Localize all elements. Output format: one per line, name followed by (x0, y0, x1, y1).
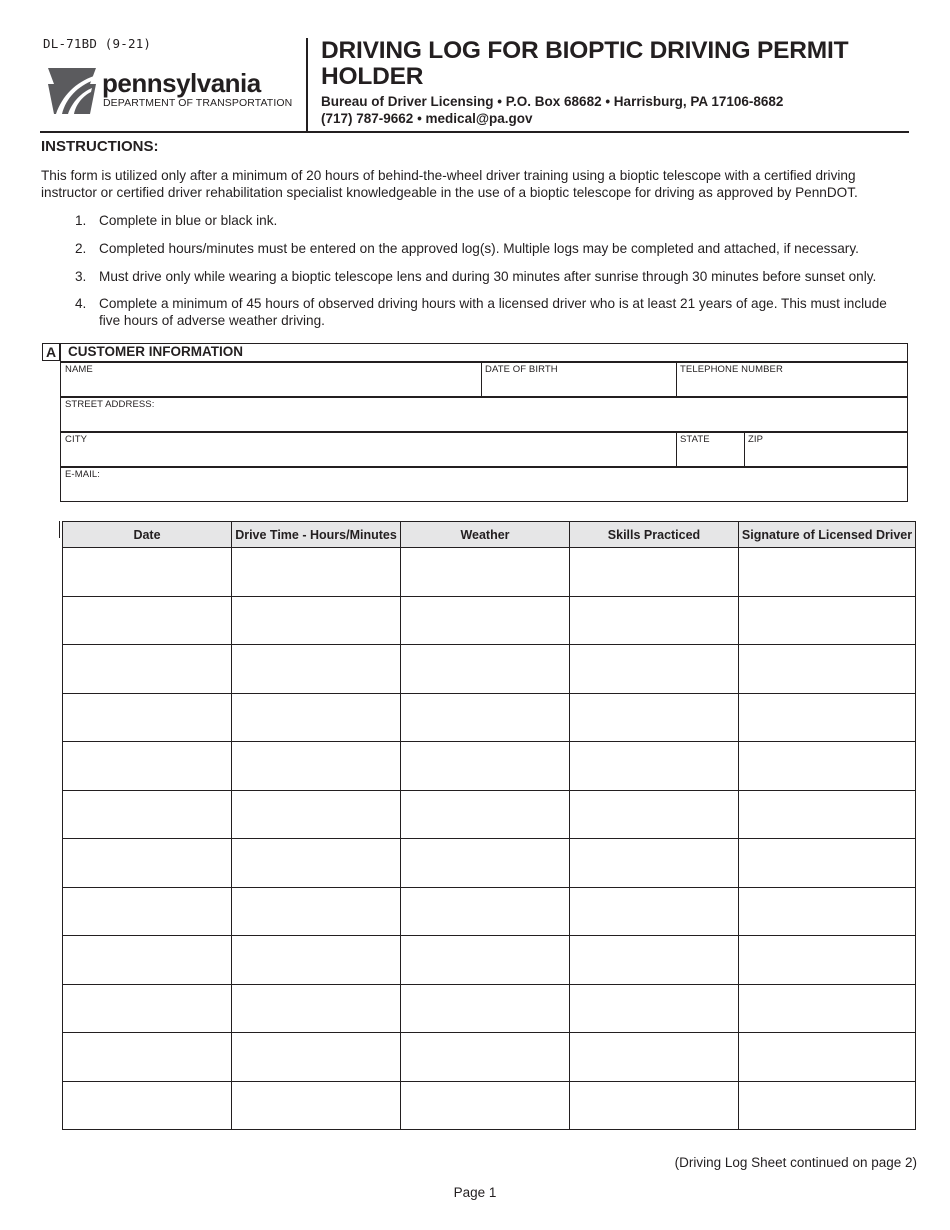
instruction-text: Complete in blue or black ink. (99, 213, 278, 228)
instruction-text: Complete a minimum of 45 hours of observed driving hours with a licensed driver who is at least 21 years of age. This must include five hours of adverse weather driving. (99, 296, 887, 328)
skills-cell[interactable] (570, 839, 739, 888)
state-field[interactable] (677, 432, 744, 466)
weather-cell[interactable] (401, 936, 570, 985)
table-row (63, 790, 916, 839)
state-label: STATE (680, 434, 710, 445)
table-row (63, 596, 916, 645)
header-rule (40, 131, 909, 133)
zip-field[interactable] (745, 432, 907, 466)
drive-time-cell[interactable] (232, 1081, 401, 1130)
date-cell[interactable] (63, 839, 232, 888)
signature-cell[interactable] (739, 1033, 916, 1082)
table-row (63, 1081, 916, 1130)
signature-cell[interactable] (739, 839, 916, 888)
table-row (63, 936, 916, 985)
signature-cell[interactable] (739, 887, 916, 936)
section-a-letter: A (42, 343, 60, 361)
drive-time-cell[interactable] (232, 742, 401, 791)
street-address-label: STREET ADDRESS: (65, 399, 155, 410)
column-header-date: Date (63, 522, 232, 548)
instruction-number: 3. (75, 269, 87, 284)
name-field[interactable] (62, 362, 481, 396)
skills-cell[interactable] (570, 790, 739, 839)
table-row (63, 693, 916, 742)
drive-time-cell[interactable] (232, 984, 401, 1033)
weather-cell[interactable] (401, 1081, 570, 1130)
date-cell[interactable] (63, 596, 232, 645)
logo-wordmark: pennsylvania (102, 68, 261, 98)
instruction-number: 1. (75, 213, 87, 228)
signature-cell[interactable] (739, 742, 916, 791)
table-row (63, 839, 916, 888)
date-cell[interactable] (63, 984, 232, 1033)
instruction-text: Must drive only while wearing a bioptic telescope lens and during 30 minutes after sunrise through 30 minutes before sunset only. (99, 269, 877, 284)
column-header-skills: Skills Practiced (570, 522, 739, 548)
weather-cell[interactable] (401, 984, 570, 1033)
continued-note: (Driving Log Sheet continued on page 2) (674, 1155, 917, 1170)
skills-cell[interactable] (570, 742, 739, 791)
drive-time-cell[interactable] (232, 790, 401, 839)
date-cell[interactable] (63, 742, 232, 791)
drive-time-cell[interactable] (232, 936, 401, 985)
skills-cell[interactable] (570, 693, 739, 742)
weather-cell[interactable] (401, 693, 570, 742)
signature-cell[interactable] (739, 984, 916, 1033)
signature-cell[interactable] (739, 645, 916, 694)
logo-subtitle: DEPARTMENT OF TRANSPORTATION (103, 97, 293, 109)
signature-cell[interactable] (739, 693, 916, 742)
date-cell[interactable] (63, 936, 232, 985)
email-label: E-MAIL: (65, 469, 101, 480)
date-cell[interactable] (63, 790, 232, 839)
instruction-text: Completed hours/minutes must be entered on the approved log(s). Multiple logs may be completed and attached, if necessary. (99, 241, 859, 256)
date-cell[interactable] (63, 548, 232, 597)
drive-time-cell[interactable] (232, 596, 401, 645)
zip-label: ZIP (748, 434, 764, 445)
weather-cell[interactable] (401, 887, 570, 936)
skills-cell[interactable] (570, 936, 739, 985)
signature-cell[interactable] (739, 936, 916, 985)
instructions-heading: INSTRUCTIONS: (41, 138, 159, 155)
column-header-drive-time: Drive Time - Hours/Minutes (232, 522, 401, 548)
street-address-field[interactable] (62, 397, 907, 431)
signature-cell[interactable] (739, 596, 916, 645)
instruction-number: 4. (75, 296, 87, 311)
date-cell[interactable] (63, 693, 232, 742)
table-row (63, 887, 916, 936)
date-cell[interactable] (63, 1033, 232, 1082)
header-divider (306, 38, 308, 131)
email-field[interactable] (62, 467, 907, 501)
weather-cell[interactable] (401, 548, 570, 597)
drive-time-cell[interactable] (232, 693, 401, 742)
customer-info-title: CUSTOMER INFORMATION (68, 344, 243, 359)
table-row (63, 548, 916, 597)
instructions-intro: This form is utilized only after a minimum of 20 hours of behind-the-wheel driver training using a bioptic telescope with a certified driving instructor or certified driver rehabilitation specialist knowledgeable in the use of a bioptic telescope for driving as approved by PennDOT. (41, 168, 858, 200)
weather-cell[interactable] (401, 790, 570, 839)
telephone-label: TELEPHONE NUMBER (680, 364, 783, 375)
weather-cell[interactable] (401, 839, 570, 888)
skills-cell[interactable] (570, 887, 739, 936)
page-number: Page 1 (453, 1185, 497, 1200)
signature-cell[interactable] (739, 548, 916, 597)
signature-cell[interactable] (739, 790, 916, 839)
table-header-row (63, 522, 916, 548)
name-label: NAME (65, 364, 93, 375)
date-cell[interactable] (63, 645, 232, 694)
signature-cell[interactable] (739, 1081, 916, 1130)
weather-cell[interactable] (401, 645, 570, 694)
drive-time-cell[interactable] (232, 887, 401, 936)
drive-time-cell[interactable] (232, 645, 401, 694)
table-row (63, 984, 916, 1033)
skills-cell[interactable] (570, 645, 739, 694)
skills-cell[interactable] (570, 1081, 739, 1130)
table-row (63, 645, 916, 694)
date-cell[interactable] (63, 887, 232, 936)
weather-cell[interactable] (401, 742, 570, 791)
skills-cell[interactable] (570, 1033, 739, 1082)
skills-cell[interactable] (570, 596, 739, 645)
instruction-number: 2. (75, 241, 87, 256)
telephone-field[interactable] (677, 362, 907, 396)
column-header-weather: Weather (401, 522, 570, 548)
form-number: DL-71BD (9-21) (43, 36, 152, 51)
drive-time-cell[interactable] (232, 839, 401, 888)
date-of-birth-label: DATE OF BIRTH (485, 364, 558, 375)
weather-cell[interactable] (401, 1033, 570, 1082)
city-label: CITY (65, 434, 88, 445)
driving-log-table (62, 521, 916, 1130)
drive-time-cell[interactable] (232, 548, 401, 597)
keystone-logo-icon (44, 66, 100, 116)
skills-cell[interactable] (570, 984, 739, 1033)
skills-cell[interactable] (570, 548, 739, 597)
contact-line: (717) 787-9662 • medical@pa.gov (321, 110, 533, 126)
table-row (63, 742, 916, 791)
table-row (63, 1033, 916, 1082)
city-field[interactable] (62, 432, 676, 466)
page-title: DRIVING LOG FOR BIOPTIC DRIVING PERMIT HOLDER (321, 37, 849, 90)
weather-cell[interactable] (401, 596, 570, 645)
bureau-line: Bureau of Driver Licensing • P.O. Box 68682 • Harrisburg, PA 17106-8682 (321, 94, 784, 109)
date-cell[interactable] (63, 1081, 232, 1130)
drive-time-cell[interactable] (232, 1033, 401, 1082)
bureau-address (321, 94, 783, 127)
date-of-birth-field[interactable] (482, 362, 676, 396)
column-header-signature: Signature of Licensed Driver (739, 522, 916, 548)
